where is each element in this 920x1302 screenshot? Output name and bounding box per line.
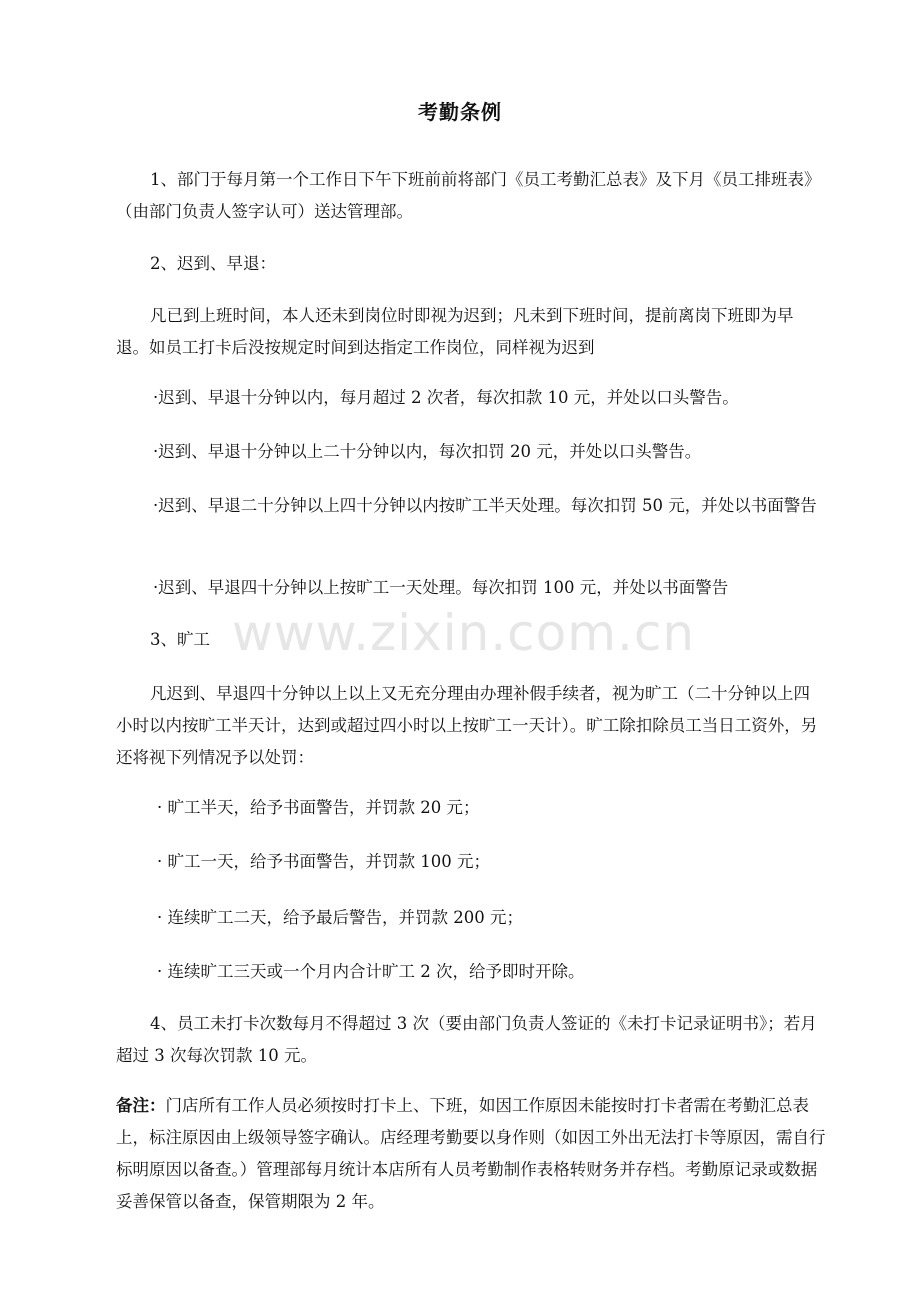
section-4-paragraph: 4、员工未打卡次数每月不得超过 3 次（要由部门负责人签证的《未打卡记录证明书》；若月超过 3 次每次罚款 10 元。: [116, 1014, 817, 1065]
watermark: www.zixin.com.cn: [232, 604, 696, 662]
document-title: 考勤条例: [418, 100, 502, 124]
note-text: 门店所有工作人员必须按时打卡上、下班，如因工作原因未能按时打卡者需在考勤汇总表上，标注原因由上级领导签字确认。店经理考勤要以身作则（如因工外出无法打卡等原因，需自行标明原因以备查。）管理部每月统计本店所有人员考勤制作表格转财务并存档。考勤原记录或数据妥善保管以备查，保管期限为 2 年。: [116, 1096, 826, 1211]
section-3-rule: · 旷工一天，给予书面警告，并罚款 100 元；: [157, 852, 490, 871]
section-3-heading: 3、旷工: [150, 630, 210, 649]
note-paragraph: [116, 1090, 826, 1218]
section-3-rule: · 旷工半天，给予书面警告，并罚款 20 元；: [157, 798, 480, 817]
section-2-rule: ·迟到、早退二十分钟以上四十分钟以内按旷工半天处理。每次扣罚 50 元，并处以书面警告: [153, 496, 817, 515]
section-3-definition: 凡迟到、早退四十分钟以上以上又无充分理由办理补假手续者，视为旷工（二十分钟以上四小时以内按旷工半天计，达到或超过四小时以上按旷工一天计）。旷工除扣除员工当日工资外，另还将视下列情况予以处罚：: [116, 684, 818, 767]
section-2-rule: ·迟到、早退十分钟以内，每月超过 2 次者，每次扣款 10 元，并处以口头警告。: [153, 388, 739, 407]
section-2-rule: ·迟到、早退十分钟以上二十分钟以内，每次扣罚 20 元，并处以口头警告。: [153, 442, 702, 461]
section-3-rule: · 连续旷工三天或一个月内合计旷工 2 次，给予即时开除。: [157, 962, 585, 981]
note-label: 备注：: [116, 1096, 166, 1115]
section-2-rule: ·迟到、早退四十分钟以上按旷工一天处理。每次扣罚 100 元，并处以书面警告: [153, 578, 729, 597]
section-3-rule: · 连续旷工二天，给予最后警告，并罚款 200 元；: [157, 908, 523, 927]
section-2-heading: 2、迟到、早退：: [150, 254, 276, 273]
section-2-definition: 凡已到上班时间，本人还未到岗位时即视为迟到；凡未到下班时间，提前离岗下班即为早退。如员工打卡后没按规定时间到达指定工作岗位，同样视为迟到: [116, 306, 794, 357]
section-1-paragraph: 1、部门于每月第一个工作日下午下班前前将部门《员工考勤汇总表》及下月《员工排班表》（由部门负责人签字认可）送达管理部。: [116, 170, 821, 221]
